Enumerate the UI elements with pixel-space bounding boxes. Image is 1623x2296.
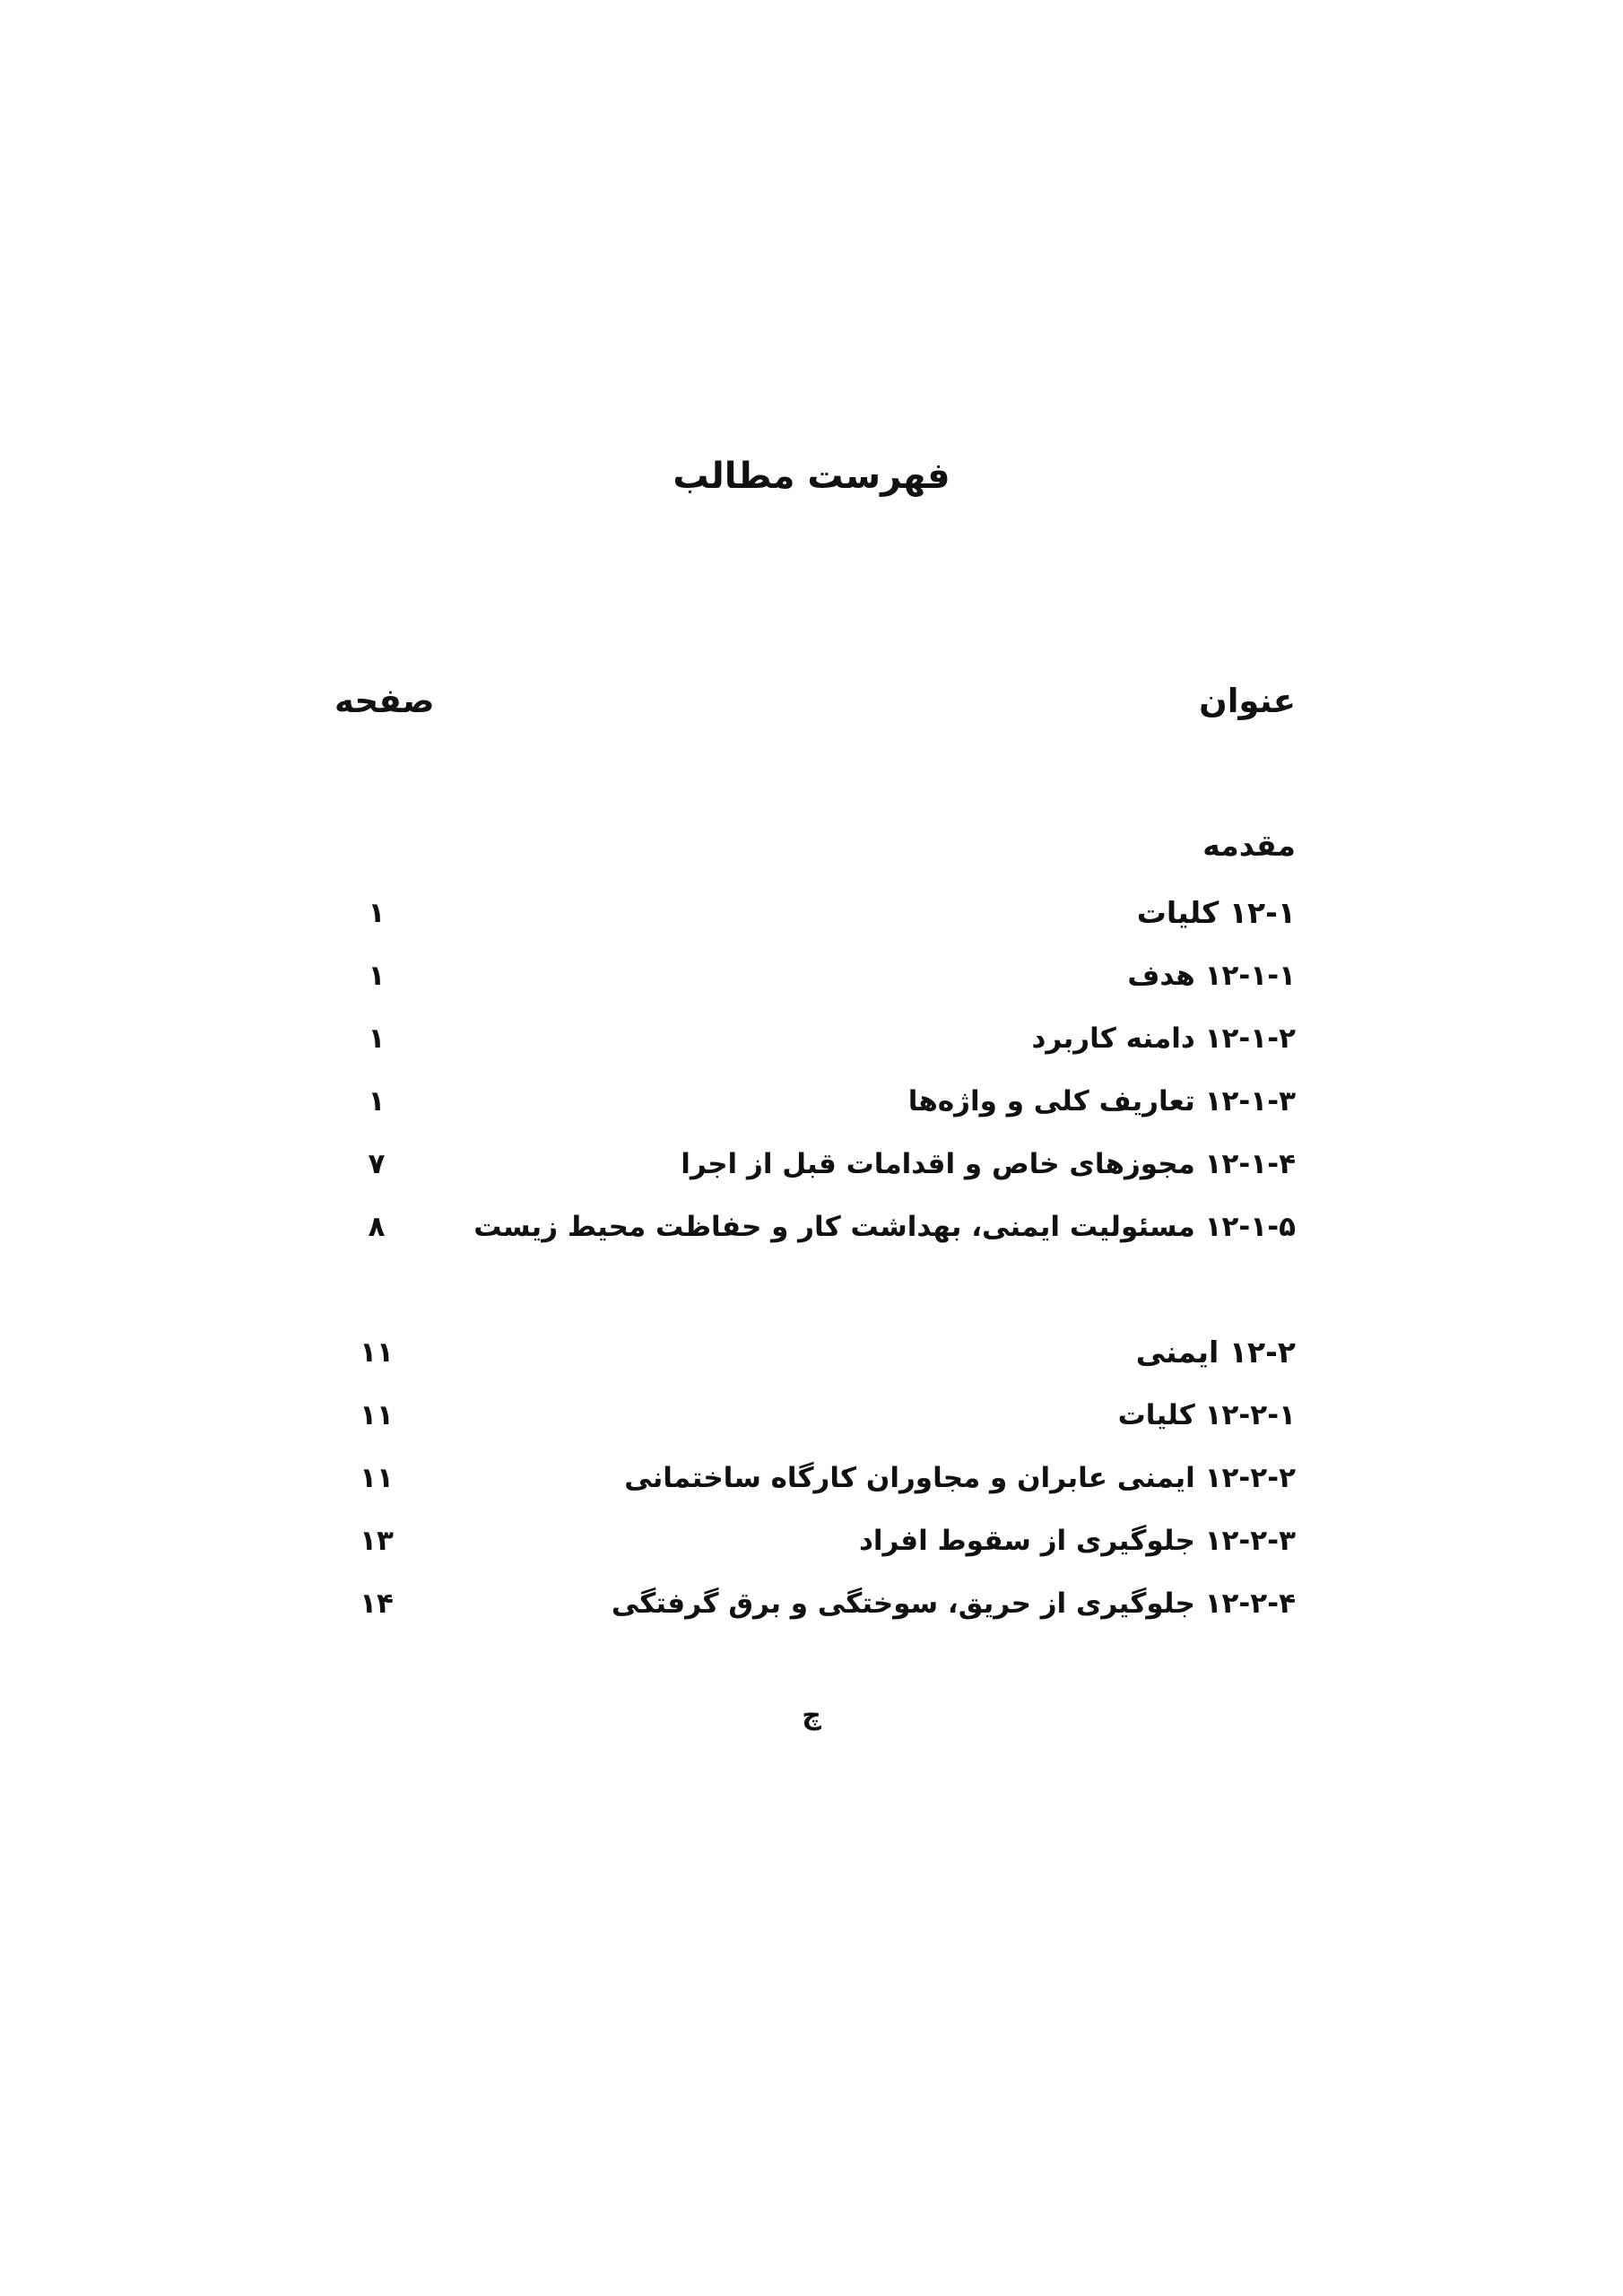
toc-entry-label: ۱۲-۱-۱ هدف bbox=[1127, 960, 1296, 992]
toc-entry-label: ۱۲-۲-۳ جلوگیری از سقوط افراد bbox=[858, 1525, 1296, 1557]
toc-entry-page: ۱ bbox=[368, 1022, 386, 1055]
toc-entry-page: ۱۱ bbox=[360, 1336, 394, 1369]
toc-entry[interactable] bbox=[341, 891, 1296, 935]
page-number-letter: چ bbox=[802, 1700, 821, 1731]
toc-entry-page: ۱۱ bbox=[360, 1462, 394, 1494]
toc-entry-page: ۱ bbox=[368, 1085, 386, 1118]
toc-entry[interactable] bbox=[341, 1393, 1296, 1438]
toc-entry-label: ۱۲-۱-۴ مجوزهای خاص و اقدامات قبل از اجرا bbox=[681, 1148, 1296, 1180]
toc-entry[interactable] bbox=[341, 1142, 1296, 1187]
toc-entry-label: ۱۲-۱-۲ دامنه کاربرد bbox=[1031, 1022, 1296, 1055]
toc-entry-page: ۱۱ bbox=[360, 1399, 394, 1431]
toc-entry[interactable] bbox=[341, 953, 1296, 998]
toc-entry-page: ۱ bbox=[368, 897, 386, 929]
toc-entry-label: ۱۲-۲ ایمنی bbox=[1135, 1335, 1296, 1370]
column-header-title: عنوان bbox=[1199, 682, 1296, 720]
toc-entry-page: ۱ bbox=[368, 960, 386, 992]
toc-entry[interactable] bbox=[341, 1518, 1296, 1563]
page-title: فهرست مطالب bbox=[673, 456, 950, 497]
toc-entry-label: مقدمه bbox=[1202, 828, 1296, 863]
toc-entry-label: ۱۲-۲-۲ ایمنی عابران و مجاوران کارگاه ساختمانی bbox=[624, 1462, 1296, 1494]
toc-entry[interactable] bbox=[341, 1016, 1296, 1061]
toc-entry-introduction[interactable] bbox=[341, 823, 1296, 868]
toc-entry-label: ۱۲-۱-۳ تعاریف کلی و واژه‌ها bbox=[907, 1085, 1296, 1118]
toc-entry-label: ۱۲-۲-۱ کلیات bbox=[1117, 1399, 1296, 1431]
toc-entry[interactable] bbox=[341, 1079, 1296, 1124]
column-header-page: صفحه bbox=[334, 682, 435, 720]
toc-entry-label: ۱۲-۱-۵ مسئولیت ایمنی، بهداشت کار و حفاظت محیط زیست bbox=[473, 1211, 1296, 1243]
toc-entry-page: ۷ bbox=[368, 1148, 386, 1180]
toc-entry[interactable] bbox=[341, 1205, 1296, 1249]
toc-entry[interactable] bbox=[341, 1456, 1296, 1500]
toc-entry-label: ۱۲-۱ کلیات bbox=[1136, 895, 1296, 930]
toc-entry-page: ۸ bbox=[368, 1211, 386, 1243]
toc-entry[interactable] bbox=[341, 1330, 1296, 1375]
toc-entry-label: ۱۲-۲-۴ جلوگیری از حریق، سوختگی و برق گرفتگی bbox=[611, 1587, 1296, 1620]
toc-entry-page: ۱۳ bbox=[360, 1525, 394, 1557]
toc-entry[interactable] bbox=[341, 1581, 1296, 1626]
toc-entry-page: ۱۴ bbox=[360, 1587, 394, 1620]
